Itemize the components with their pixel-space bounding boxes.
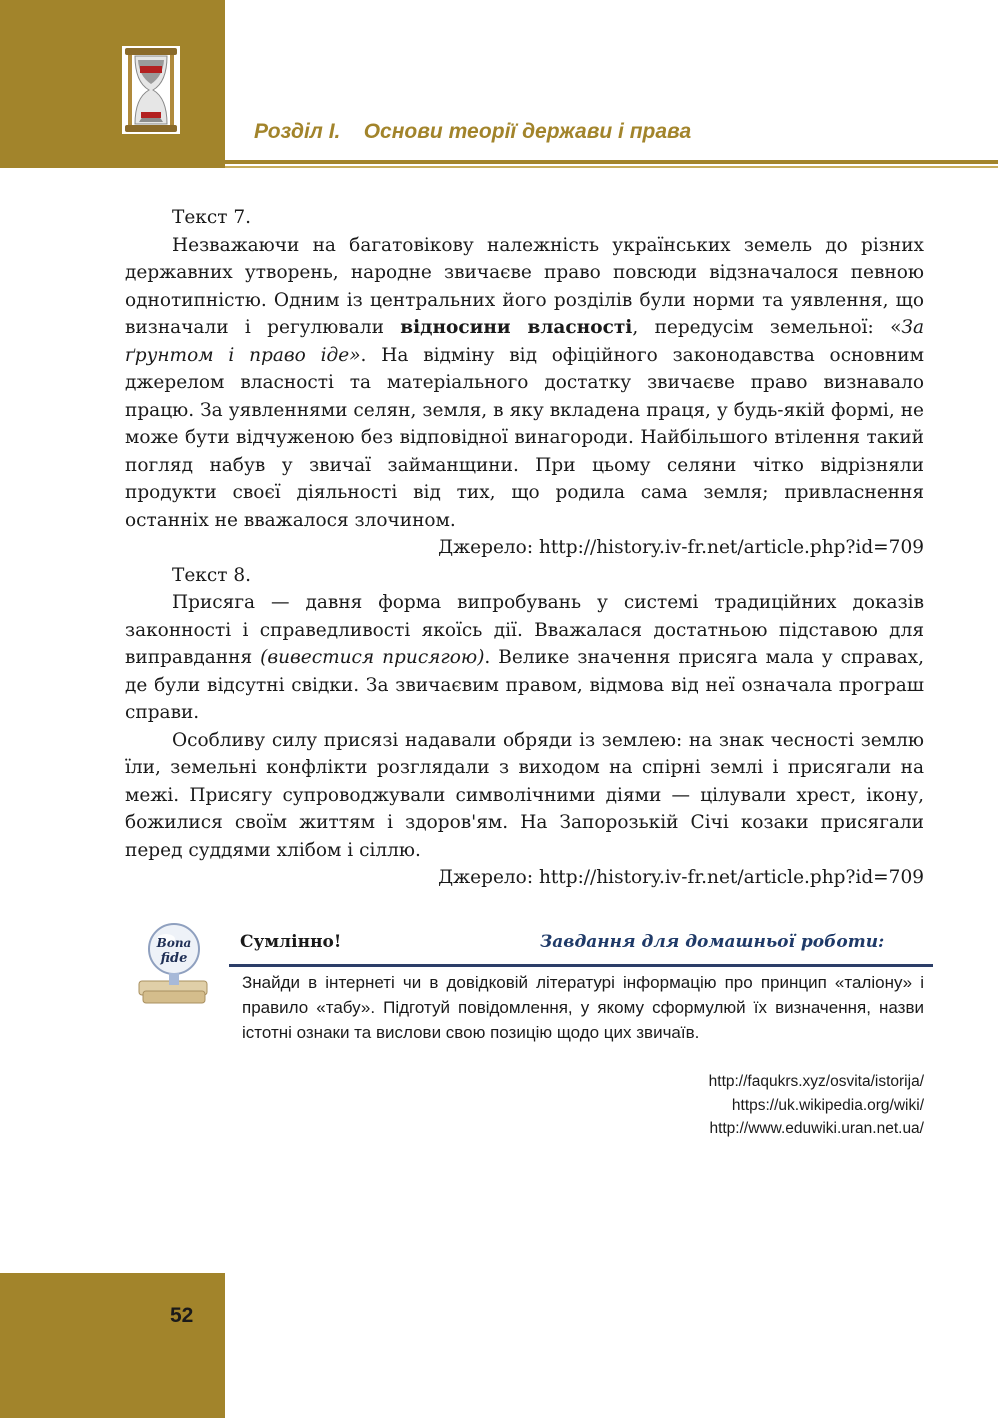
homework-text: Знайди в інтернеті чи в довідковій літературі інформацію про принцип «таліону» і правило «табу». Підготуй повідомлення, у якому сформулюй їх визначення, назви істотні ознаки та вислови свою позицію щодо цих звичаїв.	[242, 973, 924, 1042]
header-sidebar-block	[0, 0, 225, 168]
svg-text:fide: fide	[160, 951, 188, 966]
main-content	[125, 204, 924, 892]
source-url: : http://history.iv-fr.net/article.php?id=709	[526, 537, 924, 558]
text7-source	[125, 534, 924, 562]
homework-link[interactable]: http://www.eduwiki.uran.net.ua/	[709, 1120, 924, 1137]
text8-term-oath: Присяга	[172, 592, 256, 613]
footer-sidebar-block	[0, 1273, 225, 1418]
text7-heading: Текст 7.	[172, 207, 251, 228]
text7-run: Незважаючи на багатовікову належність українських земель до різних державних утворень, народне звичаєве право повсюди відзначалося певною однотипністю. Одним із центральних його розділів були норми та уявлення, що визначали і регулювали	[125, 234, 924, 338]
hourglass-law-icon	[122, 46, 180, 134]
text7-run: . На відміну від офіційного законодавства основним джерелом власності та матеріального достатку звичаєве право визнавало працю. За уявленнями селян, земля, в яку вкладена праця, у будь-якій формі, не може бути відчуженою без відповідної винагороди. Найбільшого втілення такий погляд набув у звичаї займанщини. При цьому селяни чітко відрізняли продукти своєї діяльності від тих, що родила сама земля; привласнення останніх не вважалося злочином.	[125, 344, 924, 531]
header-rule	[225, 160, 998, 164]
source-label: Джерело	[438, 537, 527, 558]
source-label: Джерело	[438, 867, 527, 888]
homework-label-conscientious: Сумлінно!	[240, 932, 342, 952]
svg-text:Bona: Bona	[156, 936, 192, 950]
homework-title: Завдання для домашньої роботи:	[540, 932, 885, 952]
text7-paragraph	[125, 232, 924, 535]
homework-link[interactable]: https://uk.wikipedia.org/wiki/	[731, 1096, 924, 1114]
homework-rule	[229, 964, 933, 967]
source-url: : http://history.iv-fr.net/article.php?id=709	[526, 867, 924, 888]
text7-term-property-relations: відносини власності	[400, 317, 633, 338]
text8-run: . Велике значення присяга мала у справах, де були відсутні свідки. За звичаєвим правом, відмова від неї означала програш справи.	[125, 647, 924, 723]
homework-links	[709, 1070, 924, 1141]
page-number: 52	[170, 1304, 194, 1327]
text8-paragraph-2: Особливу силу присязі надавали обряди із землею: на знак чесності землю їли, земельні конфлікти розглядали з виходом на спірні землі і присягали на межі. Присягу супроводжували символічними діями — цілували хрест, ікону, божилися своїм життям і здоров'ям. На Запорозькій Січі козаки присягали перед суддями хлібом і сіллю.	[125, 729, 924, 861]
homework-link[interactable]: http://faqukrs.xyz/osvita/istorija/	[708, 1073, 924, 1090]
text8-paragraph	[125, 589, 924, 727]
header-rule-thin	[225, 166, 998, 168]
text7-saying: За ґрунтом і право іде»	[125, 317, 924, 366]
text8-phrase: (вивестися присягою)	[260, 647, 485, 668]
text8-source	[125, 864, 924, 892]
bona-fide-icon	[136, 921, 212, 1009]
text7-run: , передусім земельної: «	[632, 317, 902, 338]
text8-run: — давня форма випробувань у системі традиційних доказів законності і справедливості якоїсь дії. Вважалася достатньою підставою для виправдання	[125, 592, 924, 668]
chapter-title: Розділ І. Основи теорії держави і права	[254, 120, 692, 143]
text8-heading: Текст 8.	[172, 564, 251, 586]
